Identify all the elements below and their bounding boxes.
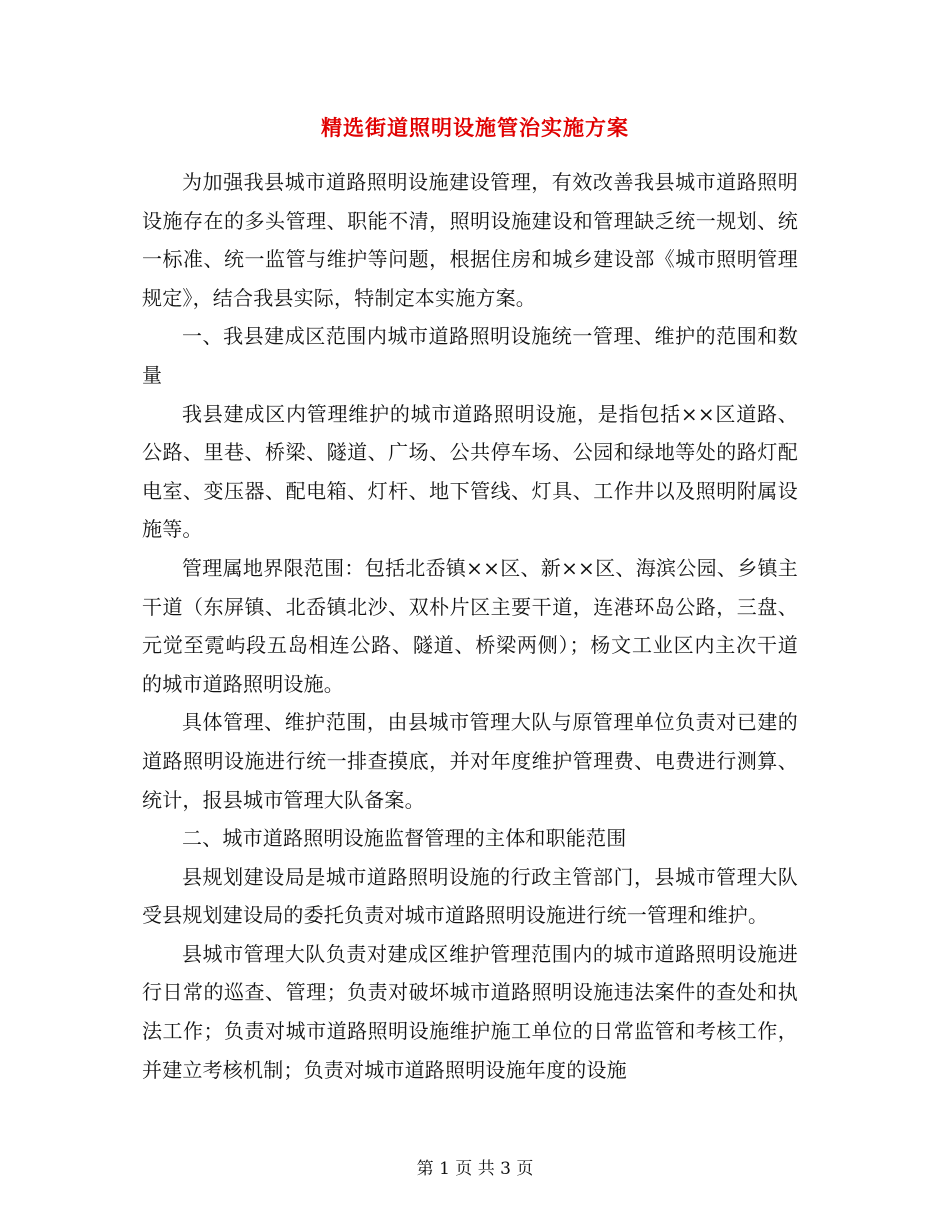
- paragraph-scope: 我县建成区内管理维护的城市道路照明设施，是指包括××区道路、公路、里巷、桥梁、隧道、广场、公共停车场、公园和绿地等处的路灯配电室、变压器、配电箱、灯杆、地下管线、灯具、工作井以及照明附属设施等。: [142, 401, 798, 542]
- paragraph-authority: 县规划建设局是城市道路照明设施的行政主管部门，县城市管理大队受县规划建设局的委托负责对城市道路照明设施进行统一管理和维护。: [142, 864, 798, 928]
- paragraph-duties: 县城市管理大队负责对建成区维护管理范围内的城市道路照明设施进行日常的巡查、管理；负责对破坏城市道路照明设施违法案件的查处和执法工作；负责对城市道路照明设施维护施工单位的日常监管和考核工作，并建立考核机制；负责对城市道路照明设施年度的设施: [142, 941, 798, 1082]
- paragraph-specific-scope: 具体管理、维护范围，由县城市管理大队与原管理单位负责对已建的道路照明设施进行统一排查摸底，并对年度维护管理费、电费进行测算、统计，报县城市管理大队备案。: [142, 710, 798, 812]
- document-title: 精选街道照明设施管治实施方案: [321, 115, 629, 140]
- paragraph-boundaries: 管理属地界限范围：包括北岙镇××区、新××区、海滨公园、乡镇主干道（东屏镇、北岙镇北沙、双朴片区主要干道，连港环岛公路，三盘、元觉至霓屿段五岛相连公路、隧道、桥梁两侧）；杨文工业区内主次干道的城市道路照明设施。: [142, 555, 798, 696]
- section-heading-1: 一、我县建成区范围内城市道路照明设施统一管理、维护的范围和数量: [142, 324, 798, 387]
- document-body: [142, 163, 798, 1089]
- section-heading-2: 二、城市道路照明设施监督管理的主体和职能范围: [182, 826, 627, 851]
- paragraph-intro: 为加强我县城市道路照明设施建设管理，有效改善我县城市道路照明设施存在的多头管理、职能不清，照明设施建设和管理缺乏统一规划、统一标准、统一监管与维护等问题，根据住房和城乡建设部《城市照明管理规定》，结合我县实际，特制定本实施方案。: [142, 170, 798, 310]
- page-footer: 第 1 页 共 3 页: [416, 1159, 534, 1179]
